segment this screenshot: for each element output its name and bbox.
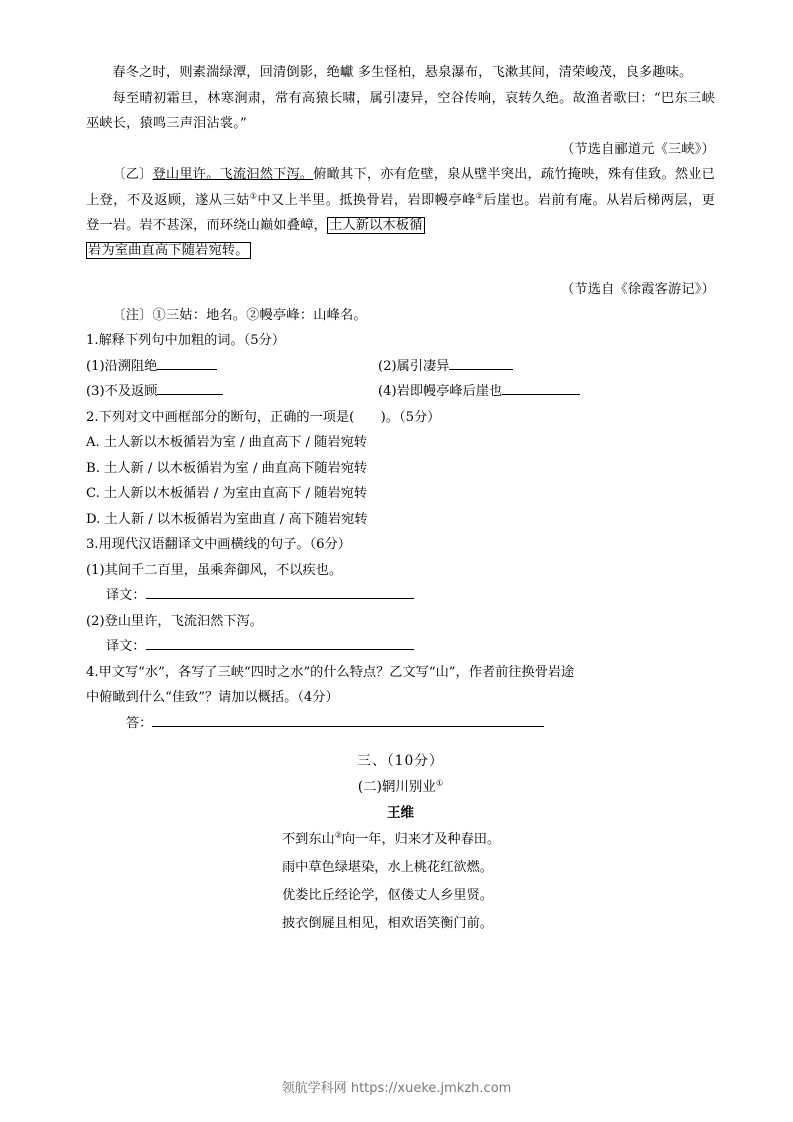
question-1-row-1	[86, 354, 715, 380]
note-mark-2: ②	[475, 191, 484, 201]
question-1-number: 1.	[86, 333, 99, 348]
question-1-row-2	[86, 379, 715, 405]
poem-line-1-b: 向一年，归来才及种春田。	[341, 832, 501, 847]
question-4-number: 4.	[86, 664, 99, 680]
question-2-option-d[interactable]: D. 土人新 / 以木板循岩为室曲直 / 高下随岩宛转	[86, 511, 368, 527]
question-2-option-b[interactable]: B. 土人新 / 以木板循岩为室 / 曲直高下随岩宛转	[86, 460, 368, 476]
question-1-item-4-label: (4)岩即幔亭峰后崖也	[378, 384, 503, 399]
poem-title-text: (二)辋川别业	[357, 779, 436, 795]
question-3-answer-2	[86, 634, 715, 660]
poem-line-4: 披衣倒屣且相见，相欢语笑衡门前。	[282, 916, 493, 931]
question-3-number: 3.	[86, 537, 99, 552]
passage-yi-text-a: 俯瞰其下，亦有危壁，泉从壁半突出，疏竹掩映，殊有佳致。然业已上登，不及返顾，遂从三姑	[86, 167, 716, 208]
boxed-clause-line2: 岩为室曲直高下随岩宛转。	[88, 242, 249, 258]
question-1-text: 解释下列句中加粗的词。（5分）	[98, 333, 286, 348]
question-1-item-4	[378, 379, 580, 405]
passage-yi-text-b: 中又上半里。抵换骨岩，岩即幔亭峰	[257, 192, 476, 208]
question-3-answer-2-label: 译文：	[106, 639, 146, 654]
passage-yi-label: 〔乙〕	[112, 167, 153, 182]
answer-blank-5[interactable]	[146, 585, 414, 599]
question-1-item-1-label: (1)沿溯阻绝	[86, 358, 158, 374]
question-1-item-3	[86, 379, 378, 405]
passage-yi-text-c: 后崖也。岩前有庵。从岩后梯两层，更登一岩。岩不甚深，而环绕山巅如叠嶂，	[86, 192, 716, 233]
answer-blank-2[interactable]	[449, 356, 513, 370]
question-3-stem	[86, 532, 715, 558]
poem-line-1	[86, 826, 715, 854]
poem-title	[86, 774, 715, 800]
question-2-text: 下列对文中画框部分的断句，正确的一项是( )。（5分）	[98, 409, 441, 425]
notes-line: 〔注〕①三姑：地名。②幔亭峰：山峰名。	[112, 307, 367, 323]
question-1-item-3-label: (3)不及返顾	[86, 384, 158, 399]
answer-blank-3[interactable]	[157, 381, 223, 395]
question-3-sub-1: (1)其间千二百里，虽乘奔御风，不以疾也。	[86, 562, 343, 578]
answer-blank-1[interactable]	[157, 356, 217, 370]
passage-jia-source: （节选自郦道元《三峡》）	[560, 141, 715, 157]
question-3-sub-2: (2)登山里许，飞流汩然下泻。	[86, 613, 263, 629]
question-3-answer-1	[86, 583, 715, 609]
passage-yi-body	[86, 162, 715, 239]
boxed-clause-line1: 土人新以木板循	[328, 218, 423, 233]
question-1-item-1	[86, 354, 378, 380]
question-2-option-c[interactable]: C. 土人新以木板循岩 / 为室由直高下 / 随岩宛转	[86, 486, 368, 501]
question-3-answer-1-label: 译文：	[106, 588, 146, 603]
question-1-item-2	[378, 354, 513, 380]
footer-watermark	[0, 1077, 793, 1096]
question-2-stem	[86, 405, 715, 431]
passage-jia-para1: 春冬之时，则素湍绿潭，回清倒影，绝巘 多生怪柏，悬泉瀑布，飞漱其间，清荣峻茂，良多趣味。	[112, 65, 693, 80]
poem-line-3: 优娄比丘经论学，伛偻丈人乡里贤。	[282, 888, 493, 903]
question-4-stem-line1	[86, 660, 715, 686]
question-4-answer	[86, 711, 715, 737]
poem-line-1-a: 不到东山	[282, 832, 335, 847]
answer-blank-6[interactable]	[146, 636, 414, 650]
note-mark-1: ①	[249, 191, 258, 201]
question-2-number: 2.	[86, 409, 99, 425]
footer-brand: 领航学科网	[281, 1081, 347, 1096]
answer-blank-7[interactable]	[152, 713, 544, 727]
passage-yi-source: （节选自《徐霞客游记》）	[560, 282, 715, 297]
question-2-option-a[interactable]: A. 土人新以木板循岩为室 / 曲直高下 / 随岩宛转	[86, 435, 367, 450]
answer-blank-4[interactable]	[502, 381, 580, 395]
boxed-clause-line2-wrap	[86, 238, 715, 264]
question-3-text: 用现代汉语翻译文中画横线的句子。（6分）	[98, 537, 351, 552]
question-1-item-2-label: (2)属引凄异	[378, 358, 450, 374]
section-three-title: 三、（10分）	[357, 753, 444, 769]
poem-line-1-note-mark: ②	[334, 830, 342, 840]
passage-jia-para2: 每至晴初霜旦，林寒涧肃，常有高猿长啸，属引凄异，空谷传响，哀转久绝。故渔者歌曰：“巴东三峡巫峡长，猿鸣三声泪沾裳。”	[86, 90, 715, 131]
question-4-answer-label: 答：	[126, 715, 153, 731]
question-4-stem-line2: 中俯瞰到什么“佳致”？请加以概括。（4分）	[86, 690, 339, 705]
passage-yi-underlined: 登山里许。飞流汩然下泻。	[152, 167, 314, 182]
poem-title-note-mark: ①	[435, 778, 444, 788]
poem-author: 王维	[387, 805, 414, 821]
question-1-stem	[86, 328, 715, 354]
footer-url: https://xueke.jmkzh.com	[350, 1081, 512, 1096]
poem-line-2: 雨中草色绿堪染，水上桃花红欲燃。	[282, 860, 493, 875]
question-4-text-line1: 甲文写“水”，各写了三峡“四时之水”的什么特点？乙文写“山”，作者前往换骨岩途	[98, 664, 575, 680]
